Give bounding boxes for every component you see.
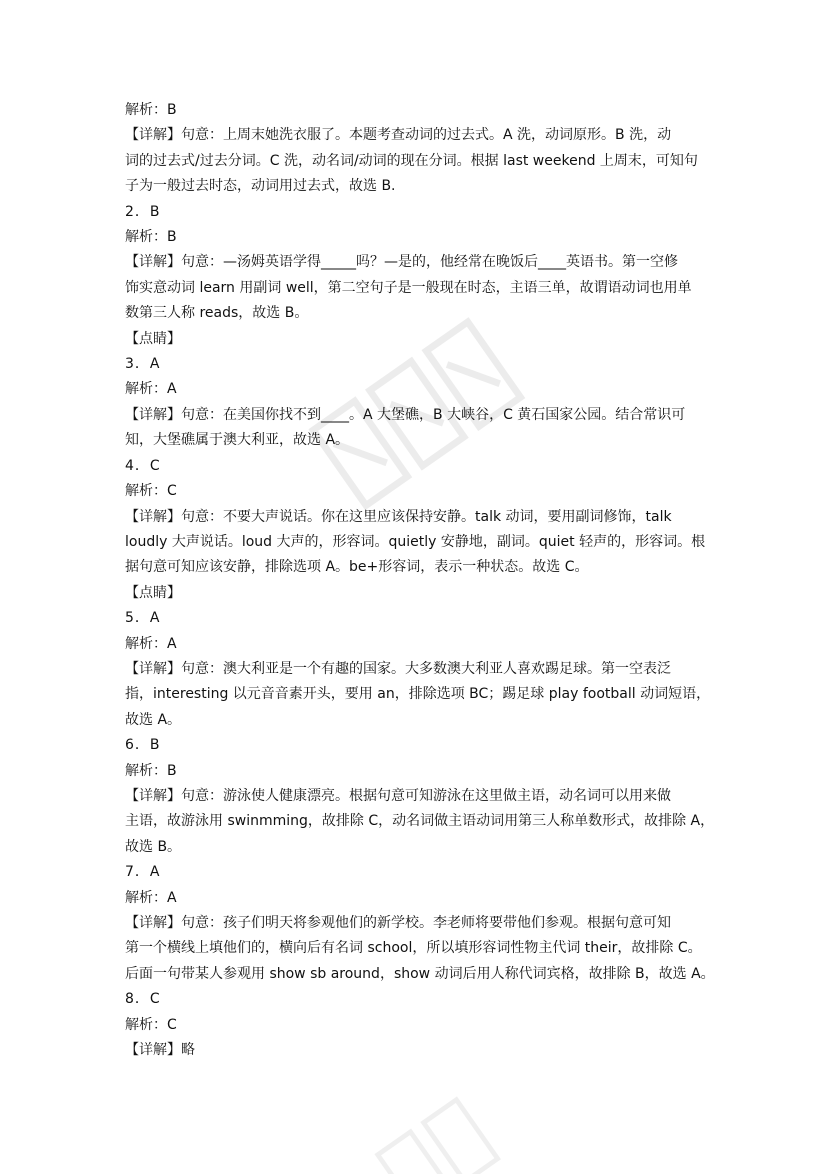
text-line: 【详解】句意：澳大利亚是一个有趣的国家。大多数澳大利亚人喜欢踢足球。第一空表泛 bbox=[125, 660, 671, 677]
text-line: 【点睛】 bbox=[125, 584, 181, 601]
text-line: 解析：A bbox=[125, 889, 177, 906]
text-line: 主语，故游泳用 swinmming，故排除 C，动名词做主语动词用第三人称单数形式，故排除 A， bbox=[125, 813, 715, 830]
text-line: 数第三人称 reads，故选 B。 bbox=[125, 305, 309, 322]
question-number: 8．C bbox=[125, 991, 161, 1008]
text-line: 故选 B。 bbox=[125, 838, 182, 855]
text-line: 词的过去式/过去分词。C 洗，动名词/动词的现在分词。根据 last weekend 上周末，可知句 bbox=[125, 152, 698, 169]
text-line: 【详解】句意：孩子们明天将参观他们的新学校。李老师将要带他们参观。根据句意可知 bbox=[125, 915, 671, 931]
text-line: 解析：A bbox=[125, 381, 177, 398]
text-line: 知，大堡礁属于澳大利亚，故选 A。 bbox=[125, 432, 350, 449]
text-line: 据句意可知应该安静，排除选项 A。be+形容词，表示一种状态。故选 C。 bbox=[125, 559, 589, 576]
text-line: 解析：C bbox=[125, 483, 177, 500]
text-line: 故选 A。 bbox=[125, 711, 182, 728]
question-number: 7．A bbox=[125, 864, 161, 881]
text-line: 【详解】句意：游泳使人健康漂亮。根据句意可知游泳在这里做主语，动名词可以用来做 bbox=[125, 787, 671, 804]
answer-content bbox=[125, 98, 715, 1063]
text-line: 解析：B bbox=[125, 229, 177, 246]
watermark-logo-bottom-icon bbox=[360, 1080, 520, 1174]
text-line: 后面一句带某人参观用 show sb around，show 动词后用人称代词宾格，故排除 B，故选 A。 bbox=[125, 965, 715, 982]
question-number: 6．B bbox=[125, 737, 161, 754]
question-number: 2．B bbox=[125, 203, 161, 220]
text-line: 解析：B bbox=[125, 102, 177, 118]
text-line: 解析：C bbox=[125, 1016, 177, 1033]
text-line: 指，interesting 以元音音素开头，要用 an，排除选项 BC；踢足球 play football 动词短语， bbox=[125, 686, 711, 703]
text-line: 解析：A bbox=[125, 635, 177, 652]
text-line: loudly 大声说话。loud 大声的，形容词。quietly 安静地，副词。quiet 轻声的，形容词。根 bbox=[125, 533, 706, 550]
text-line: 饰实意动词 learn 用副词 well，第二空句子是一般现在时态，主语三单，故谓语动词也用单 bbox=[125, 279, 692, 296]
question-number: 4．C bbox=[125, 457, 161, 474]
text-line: 【详解】句意：—汤姆英语学得_____吗？—是的，他经常在晚饭后____英语书。第一空修 bbox=[125, 254, 678, 271]
text-line: 【详解】略 bbox=[125, 1042, 195, 1059]
text-line: 【点睛】 bbox=[125, 330, 181, 347]
question-number: 5．A bbox=[125, 610, 161, 627]
text-line: 【详解】句意：上周末她洗衣服了。本题考查动词的过去式。A 洗，动词原形。B 洗，动 bbox=[125, 127, 672, 144]
question-number: 3．A bbox=[125, 356, 161, 373]
text-line: 【详解】句意：在美国你找不到____。A 大堡礁，B 大峡谷，C 黄石国家公园。结合常识可 bbox=[125, 406, 686, 423]
text-line: 第一个横线上填他们的，横向后有名词 school，所以填形容词性物主代词 their，故排除 C。 bbox=[125, 940, 702, 957]
text-line: 解析：B bbox=[125, 762, 177, 779]
text-line: 【详解】句意：不要大声说话。你在这里应该保持安静。talk 动词，要用副词修饰，talk bbox=[125, 508, 672, 525]
text-line: 子为一般过去时态，动词用过去式，故选 B. bbox=[125, 178, 396, 195]
